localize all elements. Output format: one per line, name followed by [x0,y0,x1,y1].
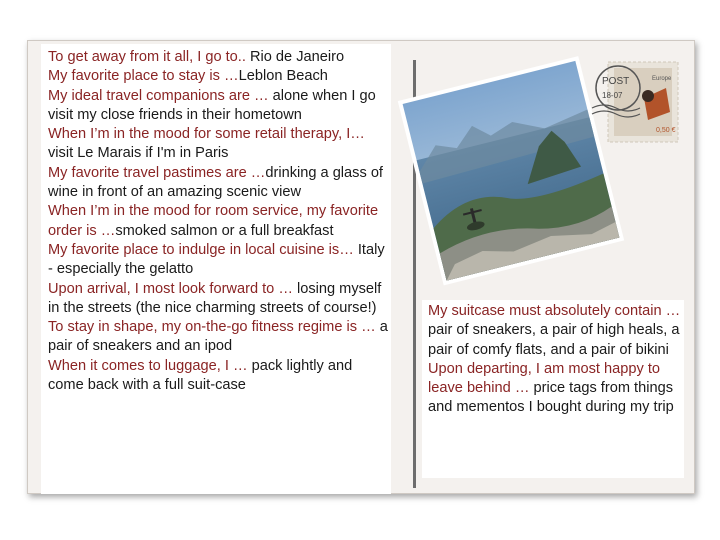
question: To get away from it all, I go to.. [48,49,246,65]
entry [48,48,391,67]
answer: Italy - especially the gelatto [48,241,385,278]
answer: Rio de Janeiro [245,49,345,65]
answer: price tags from things and mementos I bought during my trip [428,380,674,416]
postmark-date: 18-07 [602,91,623,100]
answer: smoked salmon or a full breakfast [115,222,334,239]
entry [48,318,391,357]
question: My favorite travel pastimes are … [48,164,266,181]
entry [48,87,391,126]
entry [48,164,391,203]
answer: Leblon Beach [238,68,328,85]
question: My ideal travel companions are … [48,87,269,104]
questionnaire-right [422,300,684,478]
question: When I’m in the mood for some retail therapy, I… [48,126,365,143]
answer: losing myself in the streets (the nice charming streets of course!) [48,280,382,316]
stamp-country: Europe [652,76,672,82]
answer: visit Le Marais if I'm in Paris [48,145,229,162]
entry [428,360,684,418]
entry [48,357,391,396]
question: To stay in shape, my on-the-go fitness regime is … [48,319,376,336]
question: My favorite place to indulge in local cuisine is… [48,241,354,258]
entry [48,241,391,280]
question: Upon arrival, I most look forward to … [48,280,293,297]
question: When I’m in the mood for room service, my favorite order is … [48,203,379,239]
postage-stamp [582,58,682,146]
entry [48,125,391,164]
answer: pack lightly and come back with a full suit-case [48,357,353,394]
entry [48,67,391,86]
entry [48,202,391,241]
stamp-value: 0,50 € [656,127,676,134]
questionnaire-left [41,44,391,494]
question: My suitcase must absolutely contain … [428,303,681,319]
postmark-text: POST [602,76,630,87]
entry [428,302,684,360]
answer: pair of sneakers, a pair of high heals, a pair of comfy flats, and a pair of bikini [428,322,680,358]
question: My favorite place to stay is … [48,68,239,85]
answer: alone when I go visit my close friends in their hometown [48,87,376,123]
answer: a pair of sneakers and an ipod [48,319,388,355]
entry [48,280,391,319]
question: When it comes to luggage, I … [48,357,248,374]
question: Upon departing, I am most happy to leave behind … [428,360,661,397]
answer: drinking a glass of wine in front of an amazing scenic view [48,164,383,201]
